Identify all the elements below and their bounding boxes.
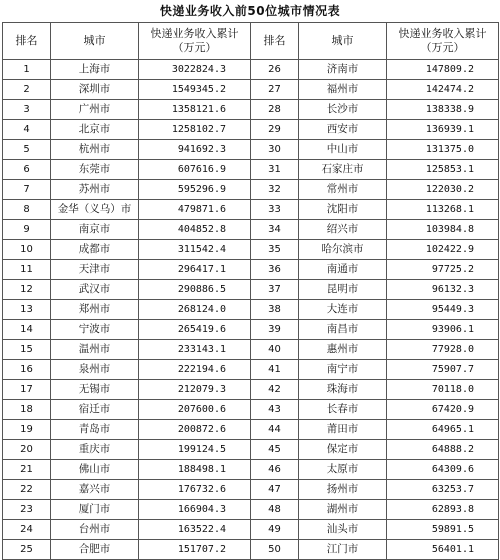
- right-revenue-cell: 131375.0: [387, 140, 499, 160]
- header-revenue-line1: 快递业务收入累计: [150, 27, 239, 40]
- table-row: [3, 280, 499, 300]
- right-rank-cell: 50: [251, 540, 299, 560]
- right-rank-cell: 36: [251, 260, 299, 280]
- right-city-cell: 济南市: [299, 60, 387, 80]
- left-revenue-cell: 176732.6: [139, 480, 251, 500]
- left-city-cell: 深圳市: [51, 80, 139, 100]
- left-revenue-cell: 166904.3: [139, 500, 251, 520]
- left-revenue-cell: 233143.1: [139, 340, 251, 360]
- right-rank-cell: 31: [251, 160, 299, 180]
- right-city-cell: 西安市: [299, 120, 387, 140]
- header-revenue-line1: 快递业务收入累计: [398, 27, 487, 40]
- right-rank-cell: 44: [251, 420, 299, 440]
- right-revenue-cell: 97725.2: [387, 260, 499, 280]
- left-rank-cell: 22: [3, 480, 51, 500]
- right-revenue-cell: 113268.1: [387, 200, 499, 220]
- left-rank-cell: 15: [3, 340, 51, 360]
- right-revenue-cell: 96132.3: [387, 280, 499, 300]
- right-rank-cell: 43: [251, 400, 299, 420]
- right-revenue-cell: 56401.1: [387, 540, 499, 560]
- right-revenue-cell: 136939.1: [387, 120, 499, 140]
- left-rank-cell: 19: [3, 420, 51, 440]
- right-rank-cell: 49: [251, 520, 299, 540]
- right-rank-cell: 35: [251, 240, 299, 260]
- left-revenue-cell: 296417.1: [139, 260, 251, 280]
- right-city-cell: 沈阳市: [299, 200, 387, 220]
- left-rank-cell: 16: [3, 360, 51, 380]
- right-rank-cell: 29: [251, 120, 299, 140]
- right-revenue-cell: 62893.8: [387, 500, 499, 520]
- table-row: [3, 180, 499, 200]
- left-city-cell: 台州市: [51, 520, 139, 540]
- right-city-cell: 大连市: [299, 300, 387, 320]
- left-city-cell: 南京市: [51, 220, 139, 240]
- header-city-left: 城市: [51, 23, 139, 60]
- left-rank-cell: 23: [3, 500, 51, 520]
- table-row: [3, 460, 499, 480]
- table-row: [3, 500, 499, 520]
- header-revenue-line2: （万元）: [172, 41, 217, 54]
- right-rank-cell: 45: [251, 440, 299, 460]
- left-rank-cell: 5: [3, 140, 51, 160]
- left-rank-cell: 25: [3, 540, 51, 560]
- right-city-cell: 汕头市: [299, 520, 387, 540]
- right-city-cell: 湖州市: [299, 500, 387, 520]
- left-rank-cell: 18: [3, 400, 51, 420]
- right-rank-cell: 40: [251, 340, 299, 360]
- table-row: [3, 480, 499, 500]
- left-city-cell: 泉州市: [51, 360, 139, 380]
- right-city-cell: 昆明市: [299, 280, 387, 300]
- left-revenue-cell: 3022824.3: [139, 60, 251, 80]
- right-city-cell: 太原市: [299, 460, 387, 480]
- left-revenue-cell: 941692.3: [139, 140, 251, 160]
- left-revenue-cell: 595296.9: [139, 180, 251, 200]
- left-revenue-cell: 265419.6: [139, 320, 251, 340]
- left-rank-cell: 4: [3, 120, 51, 140]
- left-rank-cell: 24: [3, 520, 51, 540]
- left-rank-cell: 17: [3, 380, 51, 400]
- left-revenue-cell: 607616.9: [139, 160, 251, 180]
- right-rank-cell: 32: [251, 180, 299, 200]
- left-city-cell: 佛山市: [51, 460, 139, 480]
- left-city-cell: 合肥市: [51, 540, 139, 560]
- right-city-cell: 石家庄市: [299, 160, 387, 180]
- right-revenue-cell: 67420.9: [387, 400, 499, 420]
- right-revenue-cell: 59891.5: [387, 520, 499, 540]
- right-rank-cell: 28: [251, 100, 299, 120]
- left-city-cell: 宁波市: [51, 320, 139, 340]
- table-row: [3, 380, 499, 400]
- right-city-cell: 长春市: [299, 400, 387, 420]
- left-city-cell: 宿迁市: [51, 400, 139, 420]
- right-revenue-cell: 138338.9: [387, 100, 499, 120]
- left-city-cell: 郑州市: [51, 300, 139, 320]
- header-city-right: 城市: [299, 23, 387, 60]
- table-row: [3, 340, 499, 360]
- table-row: [3, 540, 499, 560]
- right-city-cell: 扬州市: [299, 480, 387, 500]
- header-revenue-left: [139, 23, 251, 60]
- right-rank-cell: 38: [251, 300, 299, 320]
- right-city-cell: 常州市: [299, 180, 387, 200]
- left-rank-cell: 11: [3, 260, 51, 280]
- right-city-cell: 南通市: [299, 260, 387, 280]
- table-row: [3, 220, 499, 240]
- left-city-cell: 厦门市: [51, 500, 139, 520]
- right-revenue-cell: 64965.1: [387, 420, 499, 440]
- left-city-cell: 上海市: [51, 60, 139, 80]
- right-revenue-cell: 102422.9: [387, 240, 499, 260]
- right-rank-cell: 26: [251, 60, 299, 80]
- left-city-cell: 广州市: [51, 100, 139, 120]
- left-rank-cell: 14: [3, 320, 51, 340]
- right-rank-cell: 46: [251, 460, 299, 480]
- header-rank-right: 排名: [251, 23, 299, 60]
- left-city-cell: 温州市: [51, 340, 139, 360]
- table-row: [3, 300, 499, 320]
- table-row: [3, 200, 499, 220]
- right-city-cell: 哈尔滨市: [299, 240, 387, 260]
- header-revenue-right: [387, 23, 499, 60]
- left-rank-cell: 3: [3, 100, 51, 120]
- right-revenue-cell: 77928.0: [387, 340, 499, 360]
- left-revenue-cell: 479871.6: [139, 200, 251, 220]
- table-row: [3, 360, 499, 380]
- table-row: [3, 240, 499, 260]
- left-city-cell: 杭州市: [51, 140, 139, 160]
- right-city-cell: 珠海市: [299, 380, 387, 400]
- left-city-cell: 无锡市: [51, 380, 139, 400]
- table-row: [3, 60, 499, 80]
- table-row: [3, 140, 499, 160]
- left-revenue-cell: 404852.8: [139, 220, 251, 240]
- left-city-cell: 北京市: [51, 120, 139, 140]
- right-city-cell: 长沙市: [299, 100, 387, 120]
- table-row: [3, 100, 499, 120]
- right-revenue-cell: 63253.7: [387, 480, 499, 500]
- header-revenue-line2: （万元）: [420, 41, 465, 54]
- left-rank-cell: 7: [3, 180, 51, 200]
- right-revenue-cell: 103984.8: [387, 220, 499, 240]
- right-revenue-cell: 147809.2: [387, 60, 499, 80]
- left-revenue-cell: 268124.0: [139, 300, 251, 320]
- left-city-cell: 苏州市: [51, 180, 139, 200]
- left-revenue-cell: 1258102.7: [139, 120, 251, 140]
- left-city-cell: 武汉市: [51, 280, 139, 300]
- right-city-cell: 南昌市: [299, 320, 387, 340]
- table-row: [3, 160, 499, 180]
- table-row: [3, 520, 499, 540]
- left-revenue-cell: 207600.6: [139, 400, 251, 420]
- table-row: [3, 120, 499, 140]
- right-revenue-cell: 142474.2: [387, 80, 499, 100]
- right-rank-cell: 27: [251, 80, 299, 100]
- left-city-cell: 天津市: [51, 260, 139, 280]
- right-city-cell: 保定市: [299, 440, 387, 460]
- left-city-cell: 重庆市: [51, 440, 139, 460]
- right-rank-cell: 39: [251, 320, 299, 340]
- right-city-cell: 莆田市: [299, 420, 387, 440]
- table-row: [3, 400, 499, 420]
- left-revenue-cell: 188498.1: [139, 460, 251, 480]
- left-revenue-cell: 311542.4: [139, 240, 251, 260]
- left-revenue-cell: 1358121.6: [139, 100, 251, 120]
- right-city-cell: 江门市: [299, 540, 387, 560]
- left-rank-cell: 20: [3, 440, 51, 460]
- right-rank-cell: 37: [251, 280, 299, 300]
- right-rank-cell: 41: [251, 360, 299, 380]
- table-title: 快递业务收入前50位城市情况表: [159, 4, 341, 18]
- left-revenue-cell: 222194.6: [139, 360, 251, 380]
- left-rank-cell: 2: [3, 80, 51, 100]
- left-rank-cell: 21: [3, 460, 51, 480]
- right-revenue-cell: 122030.2: [387, 180, 499, 200]
- left-city-cell: 成都市: [51, 240, 139, 260]
- right-city-cell: 南宁市: [299, 360, 387, 380]
- ranking-table: [2, 22, 499, 560]
- left-revenue-cell: 199124.5: [139, 440, 251, 460]
- left-revenue-cell: 200872.6: [139, 420, 251, 440]
- left-rank-cell: 10: [3, 240, 51, 260]
- right-city-cell: 绍兴市: [299, 220, 387, 240]
- left-city-cell: 金华（义乌）市: [51, 200, 139, 220]
- left-revenue-cell: 163522.4: [139, 520, 251, 540]
- right-revenue-cell: 95449.3: [387, 300, 499, 320]
- right-revenue-cell: 75907.7: [387, 360, 499, 380]
- right-city-cell: 中山市: [299, 140, 387, 160]
- right-revenue-cell: 70118.0: [387, 380, 499, 400]
- header-rank-left: 排名: [3, 23, 51, 60]
- right-revenue-cell: 125853.1: [387, 160, 499, 180]
- right-rank-cell: 33: [251, 200, 299, 220]
- table-body: [3, 60, 499, 560]
- table-row: [3, 440, 499, 460]
- right-rank-cell: 34: [251, 220, 299, 240]
- table-row: [3, 420, 499, 440]
- left-revenue-cell: 1549345.2: [139, 80, 251, 100]
- right-rank-cell: 47: [251, 480, 299, 500]
- right-revenue-cell: 93906.1: [387, 320, 499, 340]
- left-rank-cell: 8: [3, 200, 51, 220]
- table-row: [3, 260, 499, 280]
- left-revenue-cell: 212079.3: [139, 380, 251, 400]
- left-city-cell: 嘉兴市: [51, 480, 139, 500]
- left-rank-cell: 9: [3, 220, 51, 240]
- left-revenue-cell: 151707.2: [139, 540, 251, 560]
- left-city-cell: 青岛市: [51, 420, 139, 440]
- right-city-cell: 福州市: [299, 80, 387, 100]
- right-rank-cell: 48: [251, 500, 299, 520]
- left-rank-cell: 12: [3, 280, 51, 300]
- left-rank-cell: 6: [3, 160, 51, 180]
- left-rank-cell: 13: [3, 300, 51, 320]
- header-row: [3, 23, 499, 60]
- right-revenue-cell: 64888.2: [387, 440, 499, 460]
- left-rank-cell: 1: [3, 60, 51, 80]
- left-city-cell: 东莞市: [51, 160, 139, 180]
- right-revenue-cell: 64309.6: [387, 460, 499, 480]
- table-row: [3, 320, 499, 340]
- table-row: [3, 80, 499, 100]
- right-rank-cell: 42: [251, 380, 299, 400]
- left-revenue-cell: 290886.5: [139, 280, 251, 300]
- right-rank-cell: 30: [251, 140, 299, 160]
- right-city-cell: 惠州市: [299, 340, 387, 360]
